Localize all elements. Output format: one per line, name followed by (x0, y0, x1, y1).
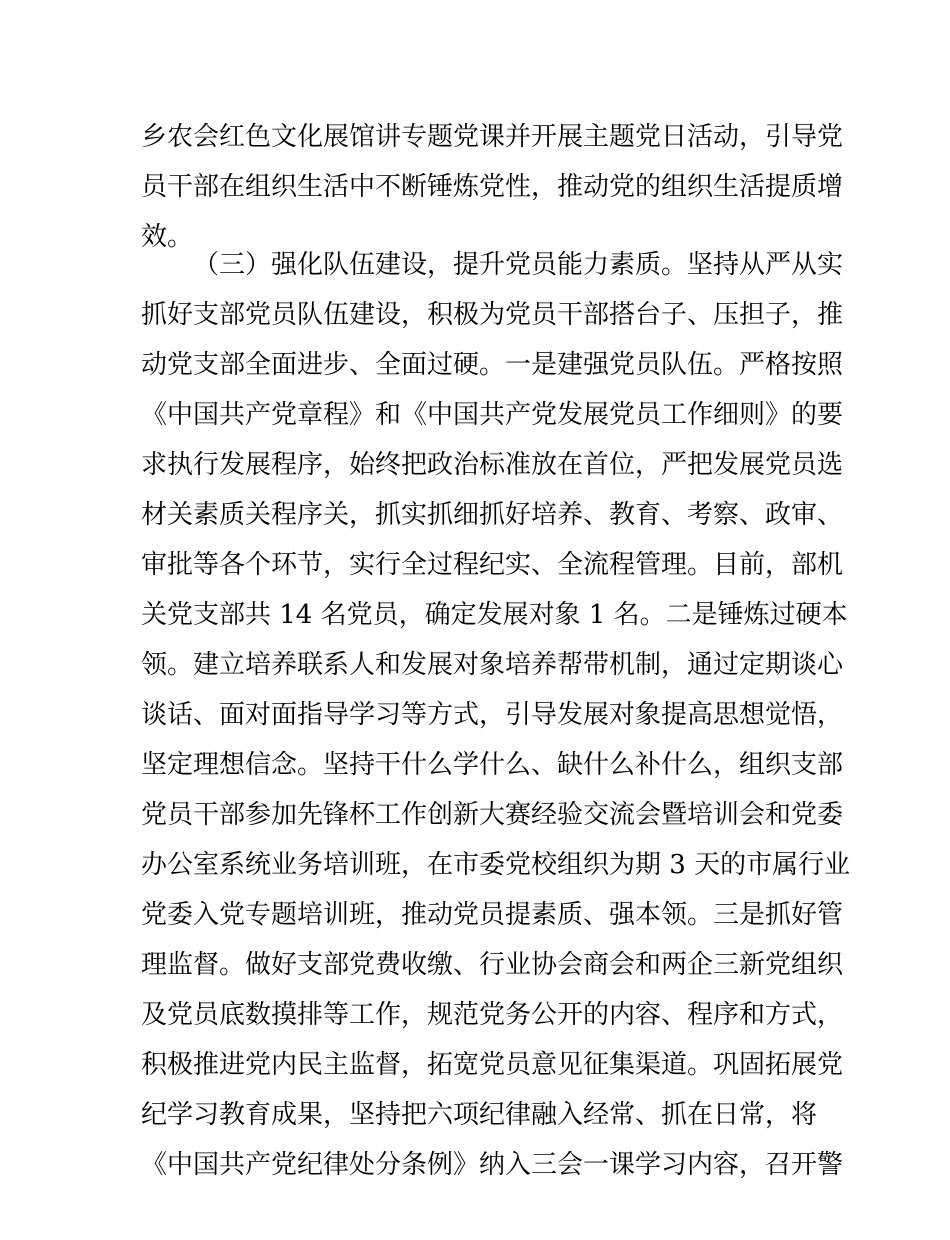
paragraph-line: 党员干部参加先锋杯工作创新大赛经验交流会暨培训会和党委 (141, 800, 844, 830)
paragraph-line: 理监督。做好支部党费收缴、行业协会商会和两企三新党组织 (141, 950, 844, 980)
paragraph-line: 抓好支部党员队伍建设，积极为党员干部搭台子、压担子，推 (141, 300, 844, 330)
paragraph-line (141, 1190, 811, 1240)
paragraph-line: 及党员底数摸排等工作，规范党务公开的内容、程序和方式， (141, 1000, 844, 1030)
paragraph-line: 求执行发展程序，始终把政治标准放在首位，严把发展党员选 (141, 450, 844, 480)
paragraph-line: 员干部在组织生活中不断锤炼党性，推动党的组织生活提质增 (141, 172, 844, 202)
paragraph-2 (141, 240, 851, 1240)
paragraph-line: 领。建立培养联系人和发展对象培养帮带机制，通过定期谈心 (141, 650, 844, 680)
paragraph-line: （三）强化队伍建设，提升党员能力素质。坚持从严从实 (193, 250, 844, 280)
paragraph-line: 纪学习教育成果，坚持把六项纪律融入经常、抓在日常，将 (141, 1100, 818, 1130)
paragraph-line: 乡农会红色文化展馆讲专题党课并开展主题党日活动，引导党 (141, 122, 844, 152)
paragraph-line: 效。 (141, 222, 194, 252)
paragraph-line: 坚定理想信念。坚持干什么学什么、缺什么补什么，组织支部 (141, 750, 844, 780)
paragraph-line: 党委入党专题培训班，推动党员提素质、强本领。三是抓好管 (141, 900, 844, 930)
paragraph-line: 材关素质关程序关，抓实抓细抓好培养、教育、考察、政审、 (141, 500, 844, 530)
paragraph-line: 《中国共产党纪律处分条例》纳入三会一课学习内容，召开警 (141, 1150, 844, 1180)
paragraph-line: 动党支部全面进步、全面过硬。一是建强党员队伍。严格按照 (141, 350, 844, 380)
paragraph-line: 关党支部共 14 名党员，确定发展对象 1 名。二是锤炼过硬本 (141, 600, 848, 630)
paragraph-line: 《中国共产党章程》和《中国共产党发展党员工作细则》的要 (141, 400, 844, 430)
paragraph-line: 谈话、面对面指导学习等方式，引导发展对象提高思想觉悟， (141, 700, 844, 730)
paragraph-line: 审批等各个环节，实行全过程纪实、全流程管理。目前，部机 (141, 550, 844, 580)
paragraph-line: 积极推进党内民主监督，拓宽党员意见征集渠道。巩固拓展党 (141, 1050, 844, 1080)
paragraph-line: 办公室系统业务培训班，在市委党校组织为期 3 天的市属行业 (141, 850, 851, 880)
